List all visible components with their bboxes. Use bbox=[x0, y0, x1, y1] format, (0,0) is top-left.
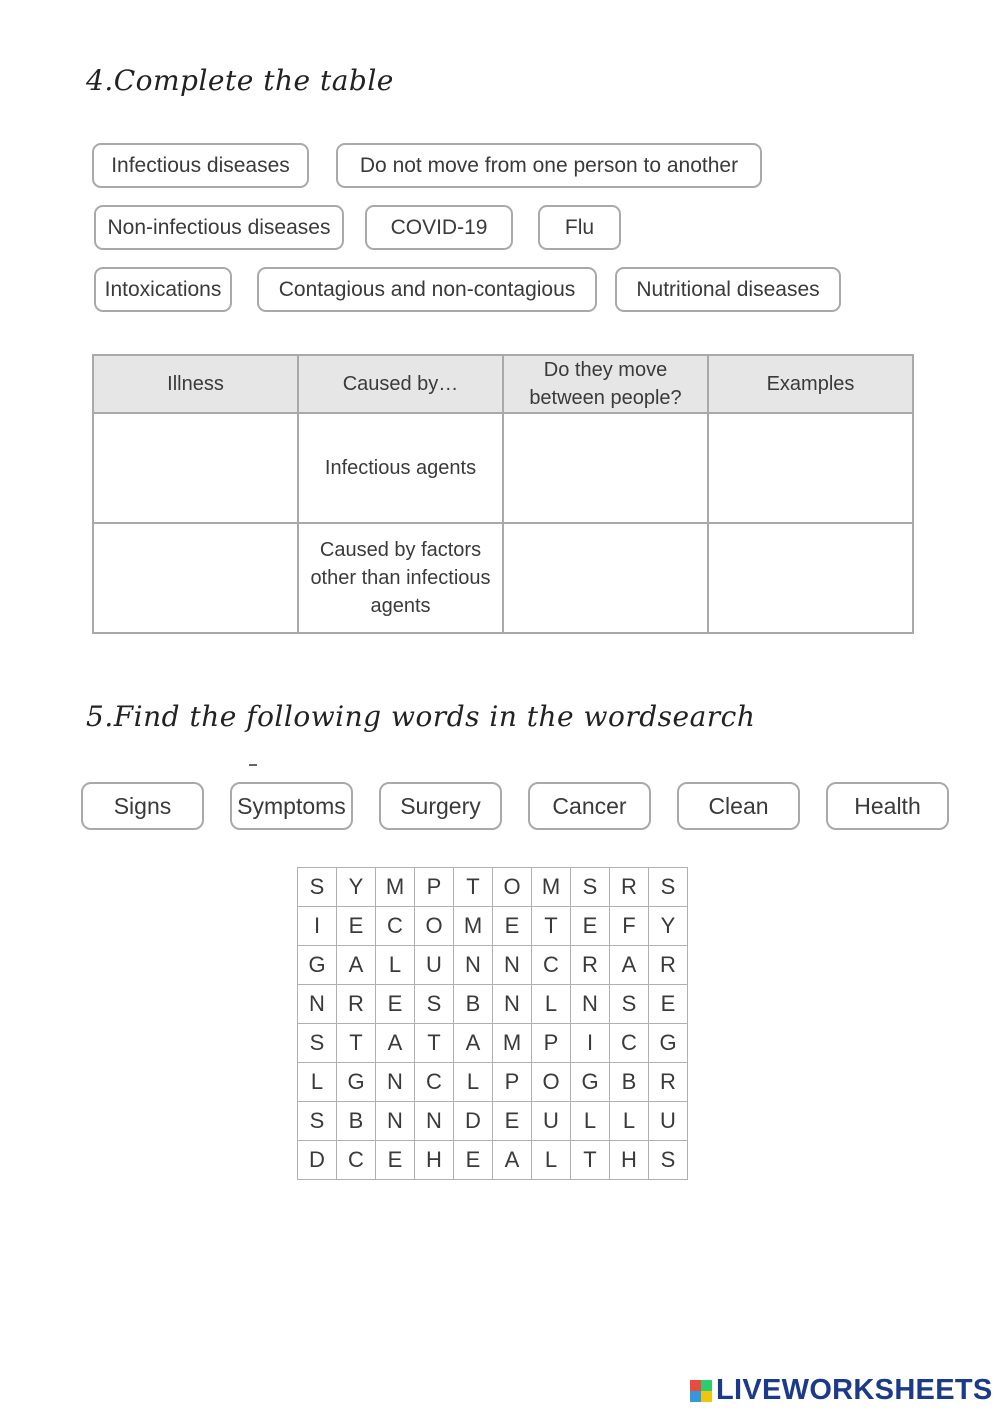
word-chip-signs: Signs bbox=[81, 782, 204, 830]
grid-cell[interactable]: R bbox=[649, 946, 688, 985]
grid-cell[interactable]: M bbox=[493, 1024, 532, 1063]
logo-icon bbox=[690, 1380, 712, 1402]
cell-caused-by-2: Caused by factors other than infectious agents bbox=[298, 523, 503, 633]
grid-cell[interactable]: T bbox=[415, 1024, 454, 1063]
grid-cell[interactable]: U bbox=[532, 1102, 571, 1141]
grid-cell[interactable]: E bbox=[337, 907, 376, 946]
grid-cell[interactable]: S bbox=[649, 868, 688, 907]
grid-row bbox=[298, 946, 688, 985]
grid-cell[interactable]: E bbox=[493, 907, 532, 946]
grid-cell[interactable]: R bbox=[337, 985, 376, 1024]
chip-covid-19[interactable]: COVID-19 bbox=[365, 205, 513, 250]
grid-cell[interactable]: E bbox=[376, 1141, 415, 1180]
grid-cell[interactable]: Y bbox=[649, 907, 688, 946]
grid-row bbox=[298, 1141, 688, 1180]
grid-cell[interactable]: G bbox=[649, 1024, 688, 1063]
stray-dash-mark bbox=[249, 764, 257, 766]
chip-do-not-move[interactable]: Do not move from one person to another bbox=[336, 143, 762, 188]
logo-square-yellow bbox=[701, 1391, 712, 1402]
grid-row bbox=[298, 907, 688, 946]
illness-table bbox=[92, 354, 914, 634]
grid-cell[interactable]: N bbox=[415, 1102, 454, 1141]
grid-cell[interactable]: C bbox=[415, 1063, 454, 1102]
grid-cell[interactable]: L bbox=[298, 1063, 337, 1102]
grid-cell[interactable]: B bbox=[454, 985, 493, 1024]
table-row bbox=[93, 523, 913, 633]
chip-contagious-and-non-contagious[interactable]: Contagious and non-contagious bbox=[257, 267, 597, 312]
grid-cell[interactable]: N bbox=[376, 1063, 415, 1102]
word-chip-clean: Clean bbox=[677, 782, 800, 830]
grid-cell[interactable]: B bbox=[337, 1102, 376, 1141]
table-header-row bbox=[93, 355, 913, 413]
grid-cell[interactable]: E bbox=[571, 907, 610, 946]
grid-cell[interactable]: U bbox=[415, 946, 454, 985]
grid-cell[interactable]: U bbox=[649, 1102, 688, 1141]
grid-cell[interactable]: S bbox=[415, 985, 454, 1024]
grid-cell[interactable]: A bbox=[493, 1141, 532, 1180]
grid-cell[interactable]: T bbox=[454, 868, 493, 907]
grid-cell[interactable]: A bbox=[454, 1024, 493, 1063]
wordsearch-grid bbox=[297, 867, 688, 1180]
word-chip-health: Health bbox=[826, 782, 949, 830]
grid-cell[interactable]: S bbox=[610, 985, 649, 1024]
grid-cell[interactable]: S bbox=[298, 1024, 337, 1063]
grid-cell[interactable]: R bbox=[610, 868, 649, 907]
cell-caused-by-1: Infectious agents bbox=[298, 413, 503, 523]
grid-cell[interactable]: N bbox=[298, 985, 337, 1024]
grid-cell[interactable]: A bbox=[337, 946, 376, 985]
grid-cell[interactable]: D bbox=[454, 1102, 493, 1141]
logo-square-red bbox=[690, 1380, 701, 1391]
grid-cell[interactable]: D bbox=[298, 1141, 337, 1180]
grid-cell[interactable]: M bbox=[376, 868, 415, 907]
grid-cell[interactable]: R bbox=[649, 1063, 688, 1102]
grid-cell[interactable]: E bbox=[649, 985, 688, 1024]
grid-cell[interactable]: S bbox=[298, 868, 337, 907]
grid-cell[interactable]: T bbox=[337, 1024, 376, 1063]
grid-cell[interactable]: B bbox=[610, 1063, 649, 1102]
grid-cell[interactable]: N bbox=[454, 946, 493, 985]
grid-cell[interactable]: S bbox=[298, 1102, 337, 1141]
liveworksheets-logo bbox=[690, 1374, 993, 1407]
grid-cell[interactable]: L bbox=[532, 985, 571, 1024]
grid-cell[interactable]: L bbox=[571, 1102, 610, 1141]
grid-cell[interactable]: H bbox=[610, 1141, 649, 1180]
grid-cell[interactable]: E bbox=[493, 1102, 532, 1141]
grid-cell[interactable]: L bbox=[532, 1141, 571, 1180]
header-caused-by: Caused by… bbox=[298, 355, 503, 413]
grid-cell[interactable]: O bbox=[415, 907, 454, 946]
header-examples: Examples bbox=[708, 355, 913, 413]
grid-cell[interactable]: I bbox=[571, 1024, 610, 1063]
grid-cell[interactable]: N bbox=[376, 1102, 415, 1141]
grid-row bbox=[298, 1024, 688, 1063]
logo-square-green bbox=[701, 1380, 712, 1391]
grid-row bbox=[298, 1063, 688, 1102]
grid-cell[interactable]: C bbox=[376, 907, 415, 946]
grid-cell[interactable]: G bbox=[298, 946, 337, 985]
grid-cell[interactable]: N bbox=[493, 985, 532, 1024]
word-chip-symptoms: Symptoms bbox=[230, 782, 353, 830]
section-4-title: 4.Complete the table bbox=[86, 64, 394, 97]
grid-cell[interactable]: G bbox=[337, 1063, 376, 1102]
grid-cell[interactable]: C bbox=[610, 1024, 649, 1063]
table-row bbox=[93, 413, 913, 523]
grid-cell[interactable]: L bbox=[610, 1102, 649, 1141]
grid-cell[interactable]: M bbox=[532, 868, 571, 907]
drop-cell-examples-1[interactable] bbox=[708, 413, 913, 523]
drop-cell-illness-2[interactable] bbox=[93, 523, 298, 633]
header-illness: Illness bbox=[93, 355, 298, 413]
grid-cell[interactable]: T bbox=[532, 907, 571, 946]
grid-cell[interactable]: S bbox=[649, 1141, 688, 1180]
chip-non-infectious-diseases[interactable]: Non-infectious diseases bbox=[94, 205, 344, 250]
grid-cell[interactable]: E bbox=[454, 1141, 493, 1180]
logo-text: LIVEWORKSHEETS bbox=[716, 1374, 993, 1406]
grid-cell[interactable]: N bbox=[571, 985, 610, 1024]
grid-cell[interactable]: S bbox=[571, 868, 610, 907]
grid-cell[interactable]: L bbox=[454, 1063, 493, 1102]
grid-row bbox=[298, 868, 688, 907]
word-chip-cancer: Cancer bbox=[528, 782, 651, 830]
grid-cell[interactable]: A bbox=[610, 946, 649, 985]
drop-cell-move-1[interactable] bbox=[503, 413, 708, 523]
grid-cell[interactable]: F bbox=[610, 907, 649, 946]
chip-infectious-diseases[interactable]: Infectious diseases bbox=[92, 143, 309, 188]
drop-cell-move-2[interactable] bbox=[503, 523, 708, 633]
grid-cell[interactable]: A bbox=[376, 1024, 415, 1063]
grid-cell[interactable]: P bbox=[415, 868, 454, 907]
chip-intoxications[interactable]: Intoxications bbox=[94, 267, 232, 312]
grid-cell[interactable]: O bbox=[532, 1063, 571, 1102]
grid-cell[interactable]: M bbox=[454, 907, 493, 946]
grid-cell[interactable]: C bbox=[337, 1141, 376, 1180]
grid-cell[interactable]: T bbox=[571, 1141, 610, 1180]
grid-row bbox=[298, 985, 688, 1024]
grid-cell[interactable]: Y bbox=[337, 868, 376, 907]
grid-cell[interactable]: C bbox=[532, 946, 571, 985]
grid-cell[interactable]: P bbox=[493, 1063, 532, 1102]
chip-nutritional-diseases[interactable]: Nutritional diseases bbox=[615, 267, 841, 312]
logo-square-blue bbox=[690, 1391, 701, 1402]
word-chip-surgery: Surgery bbox=[379, 782, 502, 830]
drop-cell-illness-1[interactable] bbox=[93, 413, 298, 523]
grid-cell[interactable]: E bbox=[376, 985, 415, 1024]
grid-cell[interactable]: O bbox=[493, 868, 532, 907]
drop-cell-examples-2[interactable] bbox=[708, 523, 913, 633]
grid-row bbox=[298, 1102, 688, 1141]
header-move-between-people: Do they move between people? bbox=[503, 355, 708, 413]
grid-cell[interactable]: N bbox=[493, 946, 532, 985]
grid-cell[interactable]: P bbox=[532, 1024, 571, 1063]
chip-flu[interactable]: Flu bbox=[538, 205, 621, 250]
grid-cell[interactable]: H bbox=[415, 1141, 454, 1180]
section-5-title: 5.Find the following words in the wordsearch bbox=[86, 700, 756, 733]
grid-cell[interactable]: G bbox=[571, 1063, 610, 1102]
grid-cell[interactable]: R bbox=[571, 946, 610, 985]
grid-cell[interactable]: L bbox=[376, 946, 415, 985]
grid-cell[interactable]: I bbox=[298, 907, 337, 946]
